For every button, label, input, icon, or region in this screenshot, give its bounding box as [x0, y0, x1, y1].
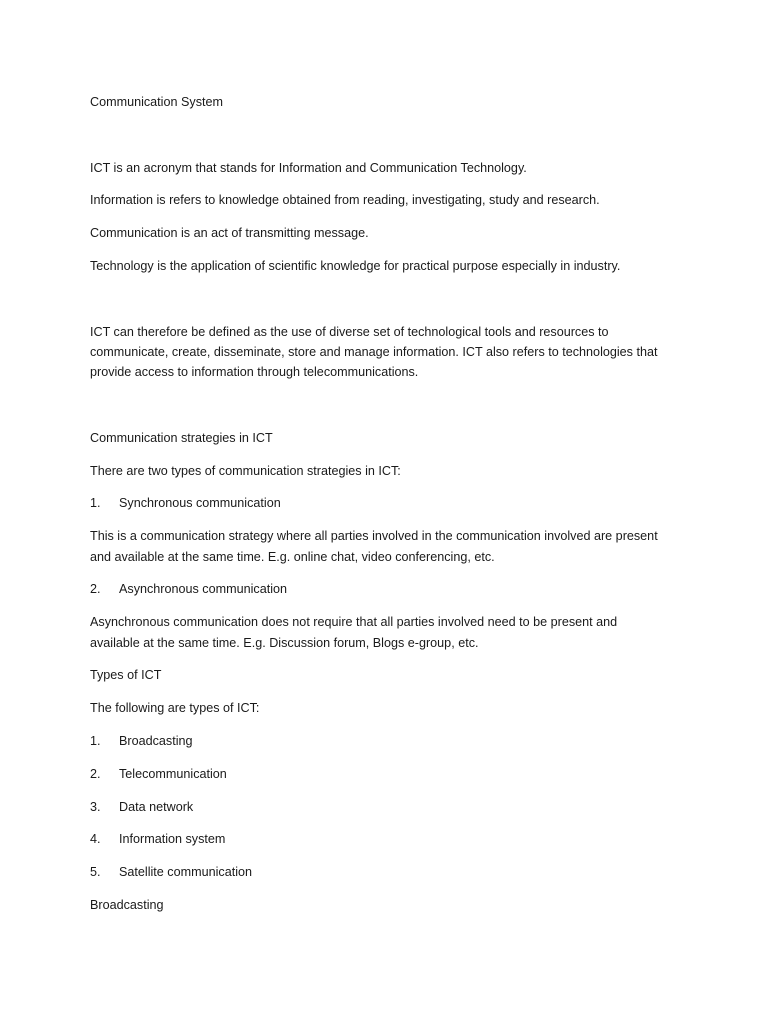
synchronous-description-line: and available at the same time. E.g. online chat, video conferencing, etc.: [90, 550, 495, 564]
asynchronous-description-line: Asynchronous communication does not require that all parties involved need to be present and: [90, 615, 618, 629]
list-item-satellite-communication: [90, 862, 252, 882]
list-item-synchronous: [90, 493, 281, 513]
list-label: Broadcasting: [119, 734, 193, 748]
definition-technology: Technology is the application of scientific knowledge for practical purpose especially in industry.: [90, 259, 621, 273]
list-label: Synchronous communication: [119, 496, 281, 510]
definition-communication: Communication is an act of transmitting message.: [90, 226, 369, 240]
list-item-data-network: [90, 797, 193, 817]
ict-definition-line: communicate, create, disseminate, store and manage information. ICT also refers to technologies that: [90, 345, 658, 359]
definition-ict: ICT is an acronym that stands for Information and Communication Technology.: [90, 161, 527, 175]
types-heading: Types of ICT: [90, 668, 162, 682]
list-label: Asynchronous communication: [119, 582, 287, 596]
list-item-asynchronous: [90, 579, 287, 599]
list-item-broadcasting: [90, 731, 193, 751]
list-label: Information system: [119, 832, 226, 846]
synchronous-description-line: This is a communication strategy where all parties involved in the communication involved are present: [90, 529, 658, 543]
list-label: Telecommunication: [119, 767, 227, 781]
list-number: 2.: [90, 582, 101, 596]
list-item-information-system: [90, 829, 225, 849]
list-number: 3.: [90, 800, 101, 814]
list-number: 4.: [90, 832, 101, 846]
ict-definition-line: provide access to information through telecommunications.: [90, 365, 419, 379]
list-number: 2.: [90, 767, 101, 781]
strategies-intro: There are two types of communication strategies in ICT:: [90, 464, 401, 478]
strategies-heading: Communication strategies in ICT: [90, 431, 273, 445]
list-number: 1.: [90, 496, 101, 510]
document-title: Communication System: [90, 95, 223, 109]
asynchronous-description-line: available at the same time. E.g. Discussion forum, Blogs e-group, etc.: [90, 636, 479, 650]
types-intro: The following are types of ICT:: [90, 701, 260, 715]
list-number: 1.: [90, 734, 101, 748]
list-number: 5.: [90, 865, 101, 879]
ict-definition-line: ICT can therefore be defined as the use of diverse set of technological tools and resources to: [90, 325, 609, 339]
definition-information: Information is refers to knowledge obtained from reading, investigating, study and research.: [90, 193, 600, 207]
list-label: Data network: [119, 800, 194, 814]
broadcasting-heading: Broadcasting: [90, 898, 164, 912]
list-item-telecommunication: [90, 764, 227, 784]
list-label: Satellite communication: [119, 865, 252, 879]
